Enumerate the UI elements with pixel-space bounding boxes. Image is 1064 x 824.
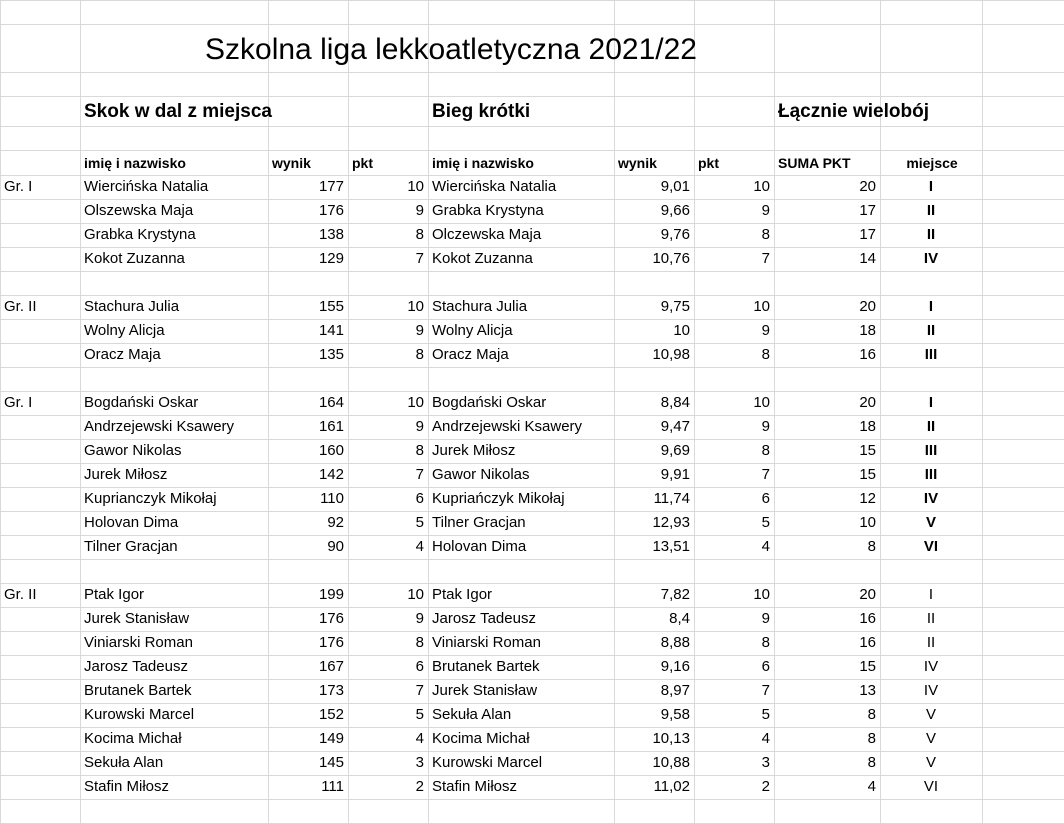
gridline-h: [0, 367, 1064, 368]
run-points[interactable]: 8: [761, 226, 770, 243]
run-points[interactable]: 10: [753, 178, 770, 195]
run-points[interactable]: 10: [753, 586, 770, 603]
run-points[interactable]: 5: [761, 706, 770, 723]
section-total[interactable]: Łącznie wielobój: [778, 101, 929, 122]
jump-athlete-name[interactable]: Kocima Michał: [84, 730, 182, 747]
run-result[interactable]: 8,4: [669, 610, 690, 627]
jump-result[interactable]: 176: [318, 202, 344, 219]
run-result[interactable]: 10,88: [652, 754, 690, 771]
run-points[interactable]: 4: [761, 538, 770, 555]
gridline-v: [774, 0, 775, 823]
run-points[interactable]: 9: [761, 322, 770, 339]
jump-athlete-name[interactable]: Kurowski Marcel: [84, 706, 195, 723]
total-points[interactable]: 8: [867, 538, 876, 555]
run-points[interactable]: 8: [761, 442, 770, 459]
jump-result[interactable]: 176: [318, 610, 344, 627]
jump-result[interactable]: 152: [318, 706, 344, 723]
jump-points[interactable]: 7: [415, 250, 424, 267]
place-rank[interactable]: III: [924, 466, 938, 483]
jump-athlete-name[interactable]: Andrzejewski Ksawery: [84, 418, 235, 435]
gridline-h: [0, 799, 1064, 800]
run-athlete-name[interactable]: Wolny Alicja: [432, 322, 513, 339]
jump-points[interactable]: 9: [415, 202, 424, 219]
header-sum[interactable]: SUMA PKT: [778, 155, 851, 171]
run-athlete-name[interactable]: Andrzejewski Ksawery: [432, 418, 583, 435]
jump-athlete-name[interactable]: Jurek Miłosz: [84, 466, 168, 483]
jump-result[interactable]: 138: [318, 226, 344, 243]
run-result[interactable]: 9,58: [660, 706, 690, 723]
place-rank[interactable]: IV: [923, 658, 939, 675]
total-points[interactable]: 18: [859, 418, 876, 435]
run-result[interactable]: 9,01: [660, 178, 690, 195]
jump-points[interactable]: 3: [415, 754, 424, 771]
run-result[interactable]: 11,02: [653, 778, 690, 795]
place-rank[interactable]: IV: [923, 682, 939, 699]
total-points[interactable]: 4: [867, 778, 876, 795]
run-athlete-name[interactable]: Kupriańczyk Mikołaj: [432, 490, 565, 507]
run-result[interactable]: 13,51: [652, 538, 690, 555]
jump-athlete-name[interactable]: Gawor Nikolas: [84, 442, 182, 459]
jump-result[interactable]: 149: [318, 730, 344, 747]
gridline-h: [0, 72, 1064, 73]
jump-athlete-name[interactable]: Holovan Dima: [84, 514, 179, 531]
run-athlete-name[interactable]: Kocima Michał: [432, 730, 530, 747]
jump-athlete-name[interactable]: Stafin Miłosz: [84, 778, 170, 795]
run-result[interactable]: 8,97: [660, 682, 690, 699]
total-points[interactable]: 20: [859, 178, 876, 195]
jump-athlete-name[interactable]: Oracz Maja: [84, 346, 161, 363]
run-points[interactable]: 7: [761, 466, 770, 483]
run-athlete-name[interactable]: Tilner Gracjan: [432, 514, 526, 531]
total-points[interactable]: 13: [859, 682, 876, 699]
total-points[interactable]: 16: [859, 634, 876, 651]
place-rank[interactable]: I: [928, 178, 934, 195]
group-label[interactable]: Gr. I: [4, 394, 33, 411]
header-run-points[interactable]: pkt: [698, 155, 719, 171]
gridline-v: [982, 0, 983, 823]
header-run-name[interactable]: imię i nazwisko: [432, 155, 534, 171]
jump-points[interactable]: 9: [415, 322, 424, 339]
gridline-h: [0, 96, 1064, 97]
jump-points[interactable]: 6: [415, 490, 424, 507]
jump-points[interactable]: 7: [415, 466, 424, 483]
place-rank[interactable]: IV: [923, 490, 939, 507]
section-sprint[interactable]: Bieg krótki: [432, 101, 531, 122]
run-athlete-name[interactable]: Holovan Dima: [432, 538, 527, 555]
place-rank[interactable]: II: [926, 226, 936, 243]
run-points[interactable]: 9: [761, 202, 770, 219]
header-jump-name[interactable]: imię i nazwisko: [84, 155, 186, 171]
gridline-h: [0, 271, 1064, 272]
place-rank[interactable]: II: [926, 634, 936, 651]
jump-athlete-name[interactable]: Jarosz Tadeusz: [84, 658, 188, 675]
total-points[interactable]: 16: [859, 610, 876, 627]
jump-points[interactable]: 10: [407, 298, 424, 315]
header-place[interactable]: miejsce: [906, 155, 958, 171]
place-rank[interactable]: V: [925, 514, 936, 531]
place-rank[interactable]: I: [928, 394, 934, 411]
total-points[interactable]: 18: [859, 322, 876, 339]
jump-result[interactable]: 155: [318, 298, 344, 315]
sheet-title: Szkolna liga lekkoatletyczna 2021/22: [205, 33, 697, 66]
jump-points[interactable]: 10: [407, 586, 424, 603]
run-points[interactable]: 7: [761, 682, 770, 699]
jump-athlete-name[interactable]: Brutanek Bartek: [84, 682, 192, 699]
jump-result[interactable]: 135: [318, 346, 344, 363]
gridline-v: [428, 0, 429, 823]
place-rank[interactable]: II: [926, 202, 936, 219]
total-points[interactable]: 8: [867, 730, 876, 747]
jump-athlete-name[interactable]: Sekuła Alan: [84, 754, 164, 771]
run-result[interactable]: 10: [673, 322, 690, 339]
total-points[interactable]: 17: [859, 226, 876, 243]
jump-points[interactable]: 9: [415, 610, 424, 627]
total-points[interactable]: 12: [859, 490, 876, 507]
run-result[interactable]: 9,16: [660, 658, 690, 675]
run-points[interactable]: 10: [753, 298, 770, 315]
jump-athlete-name[interactable]: Kokot Zuzanna: [84, 250, 185, 267]
run-points[interactable]: 7: [761, 250, 770, 267]
total-points[interactable]: 10: [859, 514, 876, 531]
jump-result[interactable]: 173: [318, 682, 344, 699]
run-athlete-name[interactable]: Wiercińska Natalia: [432, 178, 557, 195]
group-label[interactable]: Gr. II: [4, 298, 37, 315]
total-points[interactable]: 20: [859, 394, 876, 411]
jump-points[interactable]: 10: [407, 178, 424, 195]
jump-points[interactable]: 4: [415, 538, 424, 555]
run-points[interactable]: 4: [761, 730, 770, 747]
run-result[interactable]: 9,47: [660, 418, 690, 435]
jump-result[interactable]: 161: [318, 418, 344, 435]
jump-athlete-name[interactable]: Stachura Julia: [84, 298, 180, 315]
total-points[interactable]: 15: [859, 442, 876, 459]
jump-athlete-name[interactable]: Viniarski Roman: [84, 634, 193, 651]
gridline-v: [0, 0, 1, 823]
jump-result[interactable]: 129: [318, 250, 344, 267]
total-points[interactable]: 20: [859, 586, 876, 603]
jump-athlete-name[interactable]: Wiercińska Natalia: [84, 178, 209, 195]
header-run-result[interactable]: wynik: [618, 155, 657, 171]
jump-points[interactable]: 6: [415, 658, 424, 675]
jump-athlete-name[interactable]: Grabka Krystyna: [84, 226, 196, 243]
gridline-v: [614, 0, 615, 823]
jump-result[interactable]: 177: [318, 178, 344, 195]
total-points[interactable]: 16: [859, 346, 876, 363]
jump-points[interactable]: 2: [415, 778, 424, 795]
place-rank[interactable]: III: [924, 346, 938, 363]
group-label[interactable]: Gr. I: [4, 178, 33, 195]
run-points[interactable]: 9: [761, 418, 770, 435]
total-points[interactable]: 8: [867, 754, 876, 771]
run-athlete-name[interactable]: Bogdański Oskar: [432, 394, 547, 411]
total-points[interactable]: 15: [859, 658, 876, 675]
run-athlete-name[interactable]: Brutanek Bartek: [432, 658, 540, 675]
run-athlete-name[interactable]: Jarosz Tadeusz: [432, 610, 536, 627]
jump-athlete-name[interactable]: Jurek Stanisław: [84, 610, 190, 627]
jump-result[interactable]: 90: [327, 538, 344, 555]
run-points[interactable]: 8: [761, 346, 770, 363]
jump-points[interactable]: 8: [415, 346, 424, 363]
total-points[interactable]: 20: [859, 298, 876, 315]
jump-athlete-name[interactable]: Kuprianczyk Mikołaj: [84, 490, 217, 507]
jump-points[interactable]: 7: [415, 682, 424, 699]
run-result[interactable]: 8,84: [660, 394, 690, 411]
gridline-v: [694, 0, 695, 823]
gridline-v: [348, 0, 349, 823]
run-athlete-name[interactable]: Stafin Miłosz: [432, 778, 518, 795]
gridline-h: [0, 126, 1064, 127]
run-result[interactable]: 9,66: [660, 202, 690, 219]
run-athlete-name[interactable]: Kokot Zuzanna: [432, 250, 533, 267]
jump-result[interactable]: 167: [318, 658, 344, 675]
jump-points[interactable]: 8: [415, 226, 424, 243]
place-rank[interactable]: IV: [923, 250, 939, 267]
place-rank[interactable]: V: [925, 754, 936, 771]
place-rank[interactable]: VI: [923, 778, 939, 795]
jump-result[interactable]: 164: [318, 394, 344, 411]
run-points[interactable]: 6: [761, 490, 770, 507]
run-result[interactable]: 9,69: [660, 442, 690, 459]
run-points[interactable]: 6: [761, 658, 770, 675]
run-result[interactable]: 10,13: [652, 730, 690, 747]
run-points[interactable]: 8: [761, 634, 770, 651]
run-result[interactable]: 9,76: [660, 226, 690, 243]
run-result[interactable]: 10,98: [652, 346, 690, 363]
jump-points[interactable]: 8: [415, 442, 424, 459]
jump-points[interactable]: 5: [415, 706, 424, 723]
run-athlete-name[interactable]: Ptak Igor: [432, 586, 493, 603]
header-jump-result[interactable]: wynik: [272, 155, 311, 171]
header-jump-points[interactable]: pkt: [352, 155, 373, 171]
run-points[interactable]: 3: [761, 754, 770, 771]
total-points[interactable]: 8: [867, 706, 876, 723]
jump-result[interactable]: 141: [318, 322, 344, 339]
jump-result[interactable]: 199: [318, 586, 344, 603]
place-rank[interactable]: II: [926, 418, 936, 435]
place-rank[interactable]: V: [925, 730, 936, 747]
run-result[interactable]: 12,93: [652, 514, 690, 531]
jump-result[interactable]: 111: [321, 778, 344, 795]
place-rank[interactable]: I: [928, 298, 934, 315]
run-result[interactable]: 7,82: [660, 586, 690, 603]
run-result[interactable]: 8,88: [660, 634, 690, 651]
jump-points[interactable]: 10: [407, 394, 424, 411]
section-long-jump[interactable]: Skok w dal z miejsca: [84, 101, 272, 122]
jump-result[interactable]: 142: [318, 466, 344, 483]
place-rank[interactable]: I: [928, 586, 934, 603]
jump-result[interactable]: 160: [318, 442, 344, 459]
run-result[interactable]: 9,75: [660, 298, 690, 315]
run-athlete-name[interactable]: Kurowski Marcel: [432, 754, 543, 771]
jump-athlete-name[interactable]: Wolny Alicja: [84, 322, 165, 339]
run-athlete-name[interactable]: Grabka Krystyna: [432, 202, 544, 219]
run-points[interactable]: 9: [761, 610, 770, 627]
total-points[interactable]: 15: [859, 466, 876, 483]
group-label[interactable]: Gr. II: [4, 586, 37, 603]
run-athlete-name[interactable]: Gawor Nikolas: [432, 466, 530, 483]
run-athlete-name[interactable]: Sekuła Alan: [432, 706, 512, 723]
jump-athlete-name[interactable]: Tilner Gracjan: [84, 538, 178, 555]
jump-points[interactable]: 5: [415, 514, 424, 531]
run-points[interactable]: 5: [761, 514, 770, 531]
gridline-h: [0, 559, 1064, 560]
run-athlete-name[interactable]: Jurek Stanisław: [432, 682, 538, 699]
run-athlete-name[interactable]: Stachura Julia: [432, 298, 528, 315]
run-athlete-name[interactable]: Olczewska Maja: [432, 226, 542, 243]
run-points[interactable]: 2: [761, 778, 770, 795]
jump-result[interactable]: 176: [318, 634, 344, 651]
jump-athlete-name[interactable]: Bogdański Oskar: [84, 394, 199, 411]
jump-result[interactable]: 92: [327, 514, 344, 531]
run-result[interactable]: 9,91: [660, 466, 690, 483]
place-rank[interactable]: III: [924, 442, 938, 459]
jump-result[interactable]: 145: [318, 754, 344, 771]
run-result[interactable]: 11,74: [653, 490, 690, 507]
jump-result[interactable]: 110: [320, 490, 344, 507]
run-athlete-name[interactable]: Oracz Maja: [432, 346, 509, 363]
gridline-v: [80, 0, 81, 823]
jump-points[interactable]: 4: [415, 730, 424, 747]
jump-points[interactable]: 9: [415, 418, 424, 435]
gridline-h: [0, 24, 1064, 25]
total-points[interactable]: 14: [859, 250, 876, 267]
place-rank[interactable]: V: [925, 706, 936, 723]
run-points[interactable]: 10: [753, 394, 770, 411]
jump-athlete-name[interactable]: Ptak Igor: [84, 586, 145, 603]
place-rank[interactable]: II: [926, 610, 936, 627]
run-result[interactable]: 10,76: [652, 250, 690, 267]
jump-points[interactable]: 8: [415, 634, 424, 651]
run-athlete-name[interactable]: Jurek Miłosz: [432, 442, 516, 459]
jump-athlete-name[interactable]: Olszewska Maja: [84, 202, 194, 219]
place-rank[interactable]: VI: [923, 538, 939, 555]
place-rank[interactable]: II: [926, 322, 936, 339]
gridline-h: [0, 0, 1064, 1]
total-points[interactable]: 17: [859, 202, 876, 219]
run-athlete-name[interactable]: Viniarski Roman: [432, 634, 541, 651]
